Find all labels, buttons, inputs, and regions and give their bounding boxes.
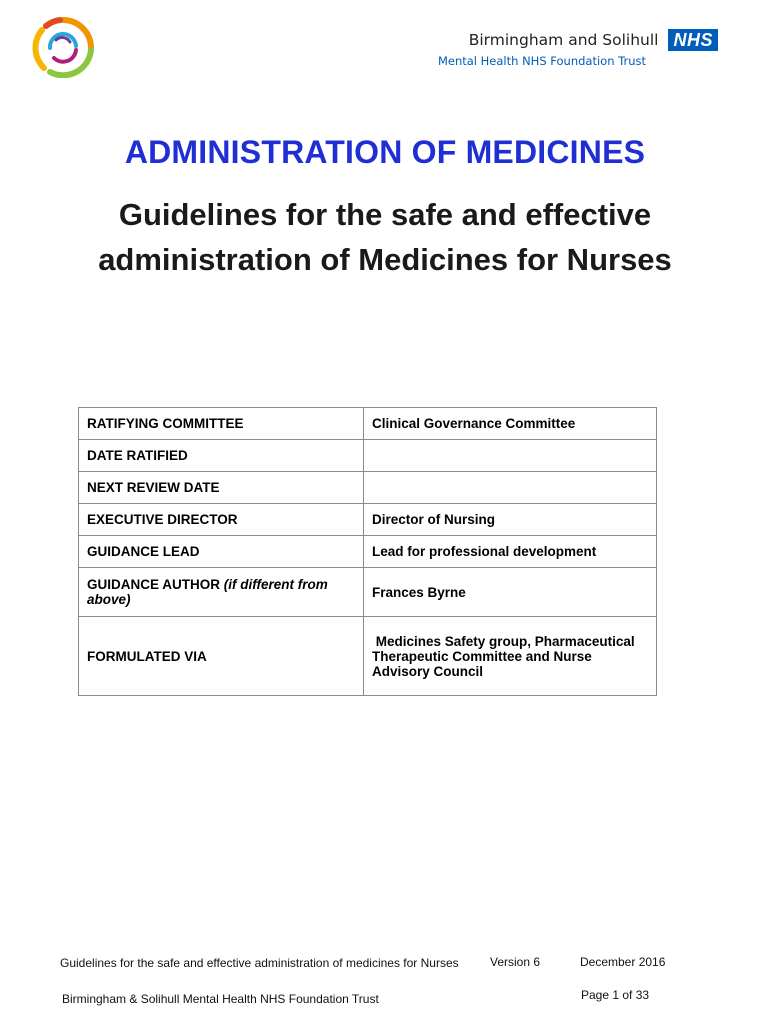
table-row [79, 504, 657, 536]
table-row [79, 568, 657, 617]
row-label: DATE RATIFIED [79, 440, 364, 472]
document-subtitle: Guidelines for the safe and effective administration of Medicines for Nurses [98, 197, 672, 277]
org-subtitle: Mental Health NHS Foundation Trust [437, 54, 646, 68]
table-row [79, 536, 657, 568]
table-row [79, 617, 657, 696]
table-row [79, 472, 657, 504]
document-control-table [78, 407, 657, 696]
trust-logo-icon [30, 16, 96, 78]
footer-version: Version 6 [490, 955, 541, 969]
table-row [79, 440, 657, 472]
org-header [438, 29, 718, 68]
footer-trust: Birmingham & Solihull Mental Health NHS Foundation Trust [62, 992, 379, 1006]
document-title: ADMINISTRATION OF MEDICINES [124, 134, 646, 170]
row-label-text: GUIDANCE AUTHOR [87, 577, 220, 592]
row-label: RATIFYING COMMITTEE [79, 408, 364, 440]
row-label: NEXT REVIEW DATE [79, 472, 364, 504]
nhs-logo: NHS [668, 29, 718, 51]
row-value: Frances Byrne [364, 568, 657, 617]
row-value: Medicines Safety group, Pharmaceutical Therapeutic Committee and Nurse Advisory Council [364, 617, 657, 696]
row-label: EXECUTIVE DIRECTOR [79, 504, 364, 536]
row-label: FORMULATED VIA [79, 617, 364, 696]
row-label-note: (if different from above) [87, 577, 328, 607]
row-label: GUIDANCE LEAD [79, 536, 364, 568]
row-value [364, 440, 657, 472]
table-row [79, 408, 657, 440]
org-name: Birmingham and Solihull [468, 31, 659, 49]
row-label [79, 568, 364, 617]
row-value: Director of Nursing [364, 504, 657, 536]
footer-page-number: Page 1 of 33 [581, 988, 650, 1002]
footer-doc-title: Guidelines for the safe and effective administration of medicines for Nurses [60, 956, 459, 970]
row-value [364, 472, 657, 504]
footer-date: December 2016 [580, 955, 666, 969]
row-value: Clinical Governance Committee [364, 408, 657, 440]
row-value: Lead for professional development [364, 536, 657, 568]
